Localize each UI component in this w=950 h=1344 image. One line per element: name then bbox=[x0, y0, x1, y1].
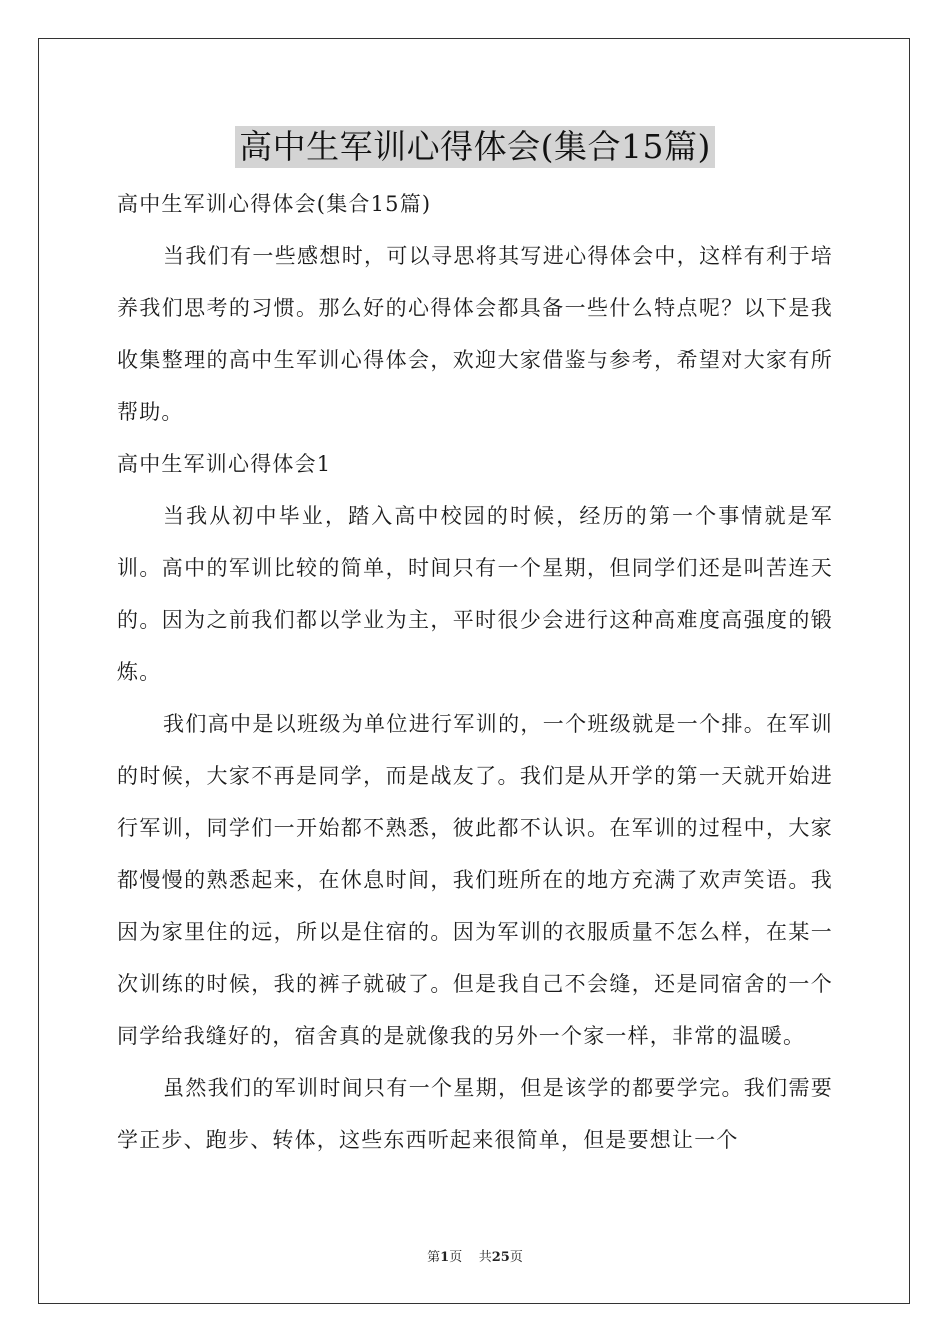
total-pages: 25 bbox=[491, 1250, 510, 1265]
document-title: 高中生军训心得体会(集合15篇) bbox=[235, 126, 715, 168]
page-number: 1 bbox=[440, 1250, 450, 1265]
page-suffix: 页 bbox=[449, 1250, 463, 1265]
body-paragraph: 虽然我们的军训时间只有一个星期，但是该学的都要学完。我们需要学正步、跑步、转体，这些东西听起来很简单，但是要想让一个 bbox=[117, 1076, 833, 1152]
page-prefix: 第 bbox=[427, 1250, 441, 1265]
body-paragraph: 我们高中是以班级为单位进行军训的，一个班级就是一个排。在军训的时候，大家不再是同学，而是战友了。我们是从开学的第一天就开始进行军训，同学们一开始都不熟悉，彼此都不认识。在军训的过程中，大家都慢慢的熟悉起来，在休息时间，我们班所在的地方充满了欢声笑语。我因为家里住的远，所以是住宿的。因为军训的衣服质量不怎么样，在某一次训练的时候，我的裤子就破了。但是我自己不会缝，还是同宿舍的一个同学给我缝好的，宿舍真的是就像我的另外一个家一样，非常的温暖。 bbox=[117, 712, 833, 1048]
total-suffix: 页 bbox=[509, 1250, 523, 1265]
total-prefix: 共 bbox=[478, 1250, 492, 1265]
section-heading: 高中生军训心得体会1 bbox=[117, 452, 332, 476]
title-container bbox=[0, 126, 950, 168]
page-footer bbox=[0, 1246, 950, 1265]
subtitle-line: 高中生军训心得体会(集合15篇) bbox=[117, 192, 432, 216]
intro-paragraph: 当我们有一些感想时，可以寻思将其写进心得体会中，这样有利于培养我们思考的习惯。那么好的心得体会都具备一些什么特点呢？以下是我收集整理的高中生军训心得体会，欢迎大家借鉴与参考，希望对大家有所帮助。 bbox=[117, 244, 833, 424]
body-paragraph: 当我从初中毕业，踏入高中校园的时候，经历的第一个事情就是军训。高中的军训比较的简单，时间只有一个星期，但同学们还是叫苦连天的。因为之前我们都以学业为主，平时很少会进行这种高难度高强度的锻炼。 bbox=[117, 504, 833, 684]
document-body bbox=[117, 178, 833, 1166]
